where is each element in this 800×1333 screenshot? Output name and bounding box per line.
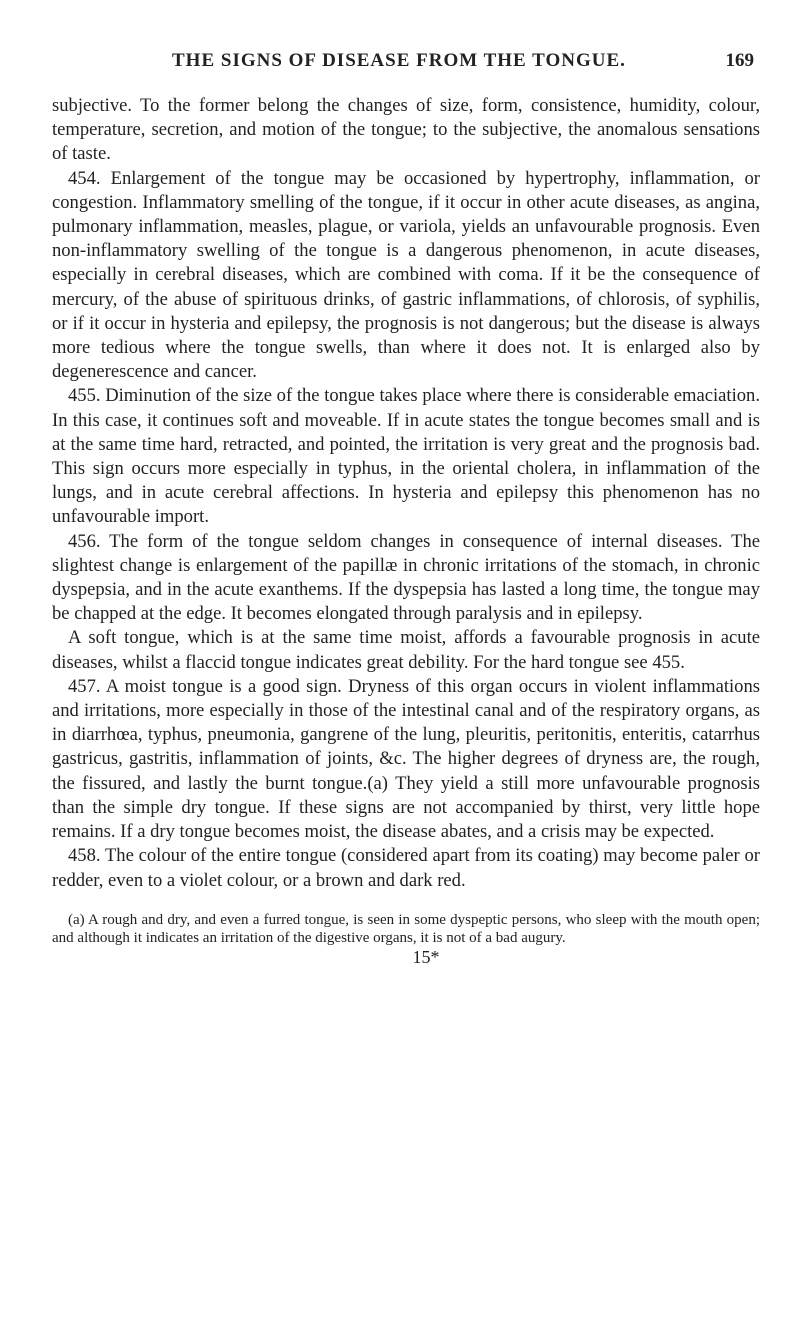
paragraph-455: 455. Diminution of the size of the tongue takes place where there is considerable emaciation. In this case, it continues soft and moveable. If in acute states the tongue becomes small and is at the same time hard, retracted, and pointed, the irritation is very great and the prognosis bad. This sign occurs more especially in typhus, in the oriental cholera, in inflammation of the lungs, and in acute cerebral affections. In hysteria and epilepsy this phenomenon has no unfavourable import. xyxy=(52,385,760,528)
footnote xyxy=(52,911,760,947)
paragraph-soft-tongue: A soft tongue, which is at the same time moist, affords a favourable prognosis in acute diseases, whilst a flaccid tongue indicates great debility. For the hard tongue see 455. xyxy=(52,627,760,673)
paragraph-457: 457. A moist tongue is a good sign. Dryness of this organ occurs in violent inflammations and irritations, more especially in those of the intestinal canal and of the respiratory organs, as in diarrhœa, typhus, pneumonia, gangrene of the lung, pleuritis, peritonitis, enteritis, catarrhus gastricus, gastritis, inflammation of joints, &c. The higher degrees of dryness are, the rough, the fissured, and lastly the burnt tongue.(a) They yield a still more unfavourable prognosis than the simple dry tongue. If these signs are not accompanied by thirst, very little hope remains. If a dry tongue becomes moist, the disease abates, and a crisis may be expected. xyxy=(52,675,760,843)
running-head xyxy=(52,50,760,80)
paragraph-454: 454. Enlargement of the tongue may be occasioned by hypertrophy, inflammation, or congestion. Inflammatory smelling of the tongue, if it occur in other acute diseases, as angina, pulmonary inflammation, measles, plague, or variola, yields an unfavourable prognosis. Even non-inflammatory swelling of the tongue is a dangerous phenomenon, in acute diseases, especially in cerebral diseases, which are combined with coma. If it be the consequence of mercury, of the abuse of spirituous drinks, of gastric inflammations, of chlorosis, of syphilis, or if it occur in hysteria and epilepsy, the prognosis is not dangerous; but the disease is always more tedious where the tongue swells, than where it does not. It is enlarged also by degenerescence and cancer. xyxy=(52,167,760,383)
signature-mark xyxy=(52,947,760,968)
body-text xyxy=(52,94,760,893)
running-title: THE SIGNS OF DISEASE FROM THE TONGUE. xyxy=(172,50,626,71)
signature-label: 15* xyxy=(412,946,440,967)
paragraph-456: 456. The form of the tongue seldom changes in consequence of internal diseases. The slightest change is enlargement of the papillæ in chronic irritations of the stomach, in chronic dyspepsia, and in the acute exanthems. If the dyspepsia has lasted a long time, the tongue may be chapped at the edge. It becomes elongated through paralysis and in epilepsy. xyxy=(52,530,760,625)
paragraph-458: 458. The colour of the entire tongue (considered apart from its coating) may become paler or redder, even to a violet colour, or a brown and dark red. xyxy=(52,845,760,891)
page-number: 169 xyxy=(725,50,754,71)
paragraph-continuation: subjective. To the former belong the changes of size, form, consistence, humidity, colour, temperature, secretion, and motion of the tongue; to the subjective, the anomalous sensations of taste. xyxy=(52,95,760,165)
footnote-a: (a) A rough and dry, and even a furred tongue, is seen in some dyspeptic persons, who sleep with the mouth open; and although it indicates an irritation of the digestive organs, it is not of a bad augury. xyxy=(52,911,760,946)
